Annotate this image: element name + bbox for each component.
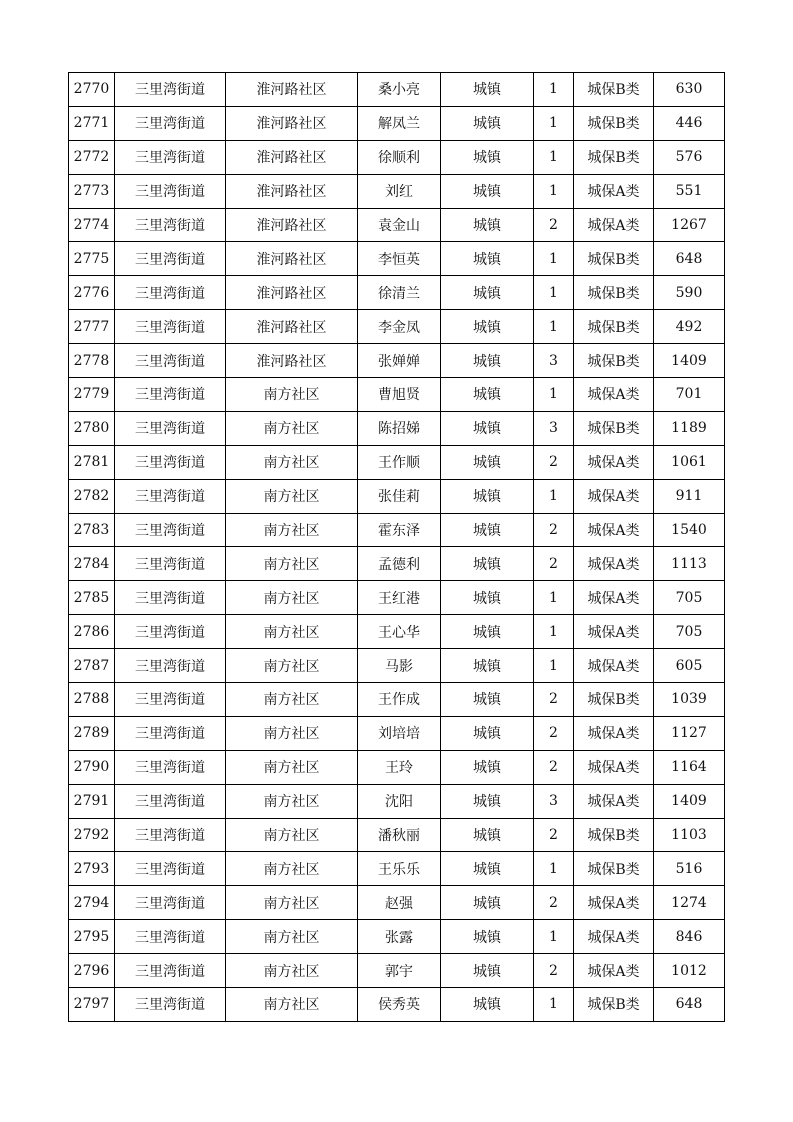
category-cell: 城保B类 bbox=[574, 988, 654, 1022]
table-row bbox=[69, 818, 725, 852]
community-cell: 南方社区 bbox=[226, 818, 358, 852]
serial-number-cell: 2782 bbox=[69, 479, 115, 513]
subdistrict-cell: 三里湾街道 bbox=[115, 886, 226, 920]
community-cell: 南方社区 bbox=[226, 716, 358, 750]
subdistrict-cell: 三里湾街道 bbox=[115, 140, 226, 174]
name-cell: 李金凤 bbox=[358, 310, 441, 344]
community-cell: 淮河路社区 bbox=[226, 73, 358, 107]
category-cell: 城保B类 bbox=[574, 276, 654, 310]
subdistrict-cell: 三里湾街道 bbox=[115, 750, 226, 784]
category-cell: 城保B类 bbox=[574, 818, 654, 852]
name-cell: 王作顺 bbox=[358, 445, 441, 479]
name-cell: 陈招娣 bbox=[358, 411, 441, 445]
name-cell: 马影 bbox=[358, 649, 441, 683]
serial-number-cell: 2783 bbox=[69, 513, 115, 547]
category-cell: 城保B类 bbox=[574, 106, 654, 140]
subdistrict-cell: 三里湾街道 bbox=[115, 479, 226, 513]
member-count-cell: 2 bbox=[534, 547, 574, 581]
serial-number-cell: 2773 bbox=[69, 174, 115, 208]
name-cell: 王心华 bbox=[358, 615, 441, 649]
subdistrict-cell: 三里湾街道 bbox=[115, 73, 226, 107]
serial-number-cell: 2797 bbox=[69, 988, 115, 1022]
serial-number-cell: 2774 bbox=[69, 208, 115, 242]
household-type-cell: 城镇 bbox=[441, 242, 534, 276]
serial-number-cell: 2795 bbox=[69, 920, 115, 954]
community-cell: 南方社区 bbox=[226, 547, 358, 581]
community-cell: 南方社区 bbox=[226, 920, 358, 954]
serial-number-cell: 2792 bbox=[69, 818, 115, 852]
household-type-cell: 城镇 bbox=[441, 581, 534, 615]
subdistrict-cell: 三里湾街道 bbox=[115, 344, 226, 378]
subdistrict-cell: 三里湾街道 bbox=[115, 411, 226, 445]
table-row bbox=[69, 208, 725, 242]
subdistrict-cell: 三里湾街道 bbox=[115, 445, 226, 479]
subdistrict-cell: 三里湾街道 bbox=[115, 716, 226, 750]
name-cell: 刘培培 bbox=[358, 716, 441, 750]
amount-cell: 911 bbox=[654, 479, 725, 513]
household-type-cell: 城镇 bbox=[441, 683, 534, 717]
table-row bbox=[69, 852, 725, 886]
name-cell: 王玲 bbox=[358, 750, 441, 784]
member-count-cell: 1 bbox=[534, 310, 574, 344]
amount-cell: 551 bbox=[654, 174, 725, 208]
amount-cell: 1409 bbox=[654, 784, 725, 818]
category-cell: 城保A类 bbox=[574, 513, 654, 547]
category-cell: 城保A类 bbox=[574, 378, 654, 412]
household-type-cell: 城镇 bbox=[441, 140, 534, 174]
subdistrict-cell: 三里湾街道 bbox=[115, 276, 226, 310]
community-cell: 南方社区 bbox=[226, 581, 358, 615]
member-count-cell: 2 bbox=[534, 954, 574, 988]
category-cell: 城保B类 bbox=[574, 73, 654, 107]
serial-number-cell: 2790 bbox=[69, 750, 115, 784]
household-type-cell: 城镇 bbox=[441, 276, 534, 310]
table-row bbox=[69, 479, 725, 513]
subdistrict-cell: 三里湾街道 bbox=[115, 581, 226, 615]
community-cell: 淮河路社区 bbox=[226, 242, 358, 276]
name-cell: 潘秋丽 bbox=[358, 818, 441, 852]
name-cell: 张婵婵 bbox=[358, 344, 441, 378]
serial-number-cell: 2789 bbox=[69, 716, 115, 750]
amount-cell: 630 bbox=[654, 73, 725, 107]
member-count-cell: 1 bbox=[534, 649, 574, 683]
member-count-cell: 1 bbox=[534, 988, 574, 1022]
serial-number-cell: 2781 bbox=[69, 445, 115, 479]
category-cell: 城保A类 bbox=[574, 547, 654, 581]
household-type-cell: 城镇 bbox=[441, 784, 534, 818]
serial-number-cell: 2778 bbox=[69, 344, 115, 378]
amount-cell: 590 bbox=[654, 276, 725, 310]
community-cell: 南方社区 bbox=[226, 378, 358, 412]
household-type-cell: 城镇 bbox=[441, 852, 534, 886]
member-count-cell: 3 bbox=[534, 411, 574, 445]
amount-cell: 1012 bbox=[654, 954, 725, 988]
member-count-cell: 1 bbox=[534, 615, 574, 649]
name-cell: 赵强 bbox=[358, 886, 441, 920]
subdistrict-cell: 三里湾街道 bbox=[115, 615, 226, 649]
community-cell: 淮河路社区 bbox=[226, 276, 358, 310]
serial-number-cell: 2779 bbox=[69, 378, 115, 412]
amount-cell: 705 bbox=[654, 581, 725, 615]
table-body bbox=[69, 73, 725, 1022]
member-count-cell: 2 bbox=[534, 683, 574, 717]
household-type-cell: 城镇 bbox=[441, 716, 534, 750]
subdistrict-cell: 三里湾街道 bbox=[115, 310, 226, 344]
serial-number-cell: 2776 bbox=[69, 276, 115, 310]
amount-cell: 1540 bbox=[654, 513, 725, 547]
serial-number-cell: 2787 bbox=[69, 649, 115, 683]
table-row bbox=[69, 886, 725, 920]
category-cell: 城保A类 bbox=[574, 920, 654, 954]
amount-cell: 1274 bbox=[654, 886, 725, 920]
member-count-cell: 2 bbox=[534, 208, 574, 242]
category-cell: 城保A类 bbox=[574, 954, 654, 988]
household-type-cell: 城镇 bbox=[441, 547, 534, 581]
name-cell: 曹旭贤 bbox=[358, 378, 441, 412]
table-row bbox=[69, 242, 725, 276]
household-type-cell: 城镇 bbox=[441, 649, 534, 683]
name-cell: 袁金山 bbox=[358, 208, 441, 242]
amount-cell: 846 bbox=[654, 920, 725, 954]
table-row bbox=[69, 344, 725, 378]
household-type-cell: 城镇 bbox=[441, 378, 534, 412]
subdistrict-cell: 三里湾街道 bbox=[115, 920, 226, 954]
serial-number-cell: 2793 bbox=[69, 852, 115, 886]
table-row bbox=[69, 988, 725, 1022]
amount-cell: 1164 bbox=[654, 750, 725, 784]
member-count-cell: 1 bbox=[534, 276, 574, 310]
amount-cell: 648 bbox=[654, 988, 725, 1022]
data-table bbox=[68, 72, 725, 1022]
community-cell: 南方社区 bbox=[226, 683, 358, 717]
category-cell: 城保A类 bbox=[574, 886, 654, 920]
household-type-cell: 城镇 bbox=[441, 818, 534, 852]
member-count-cell: 1 bbox=[534, 852, 574, 886]
table-row bbox=[69, 174, 725, 208]
table-row bbox=[69, 310, 725, 344]
category-cell: 城保A类 bbox=[574, 581, 654, 615]
category-cell: 城保A类 bbox=[574, 445, 654, 479]
household-type-cell: 城镇 bbox=[441, 344, 534, 378]
name-cell: 孟德利 bbox=[358, 547, 441, 581]
serial-number-cell: 2788 bbox=[69, 683, 115, 717]
table-row bbox=[69, 683, 725, 717]
subdistrict-cell: 三里湾街道 bbox=[115, 208, 226, 242]
table-row bbox=[69, 73, 725, 107]
member-count-cell: 1 bbox=[534, 174, 574, 208]
category-cell: 城保A类 bbox=[574, 716, 654, 750]
amount-cell: 1189 bbox=[654, 411, 725, 445]
member-count-cell: 1 bbox=[534, 106, 574, 140]
table-row bbox=[69, 649, 725, 683]
member-count-cell: 1 bbox=[534, 479, 574, 513]
category-cell: 城保B类 bbox=[574, 852, 654, 886]
amount-cell: 1113 bbox=[654, 547, 725, 581]
serial-number-cell: 2770 bbox=[69, 73, 115, 107]
name-cell: 王作成 bbox=[358, 683, 441, 717]
subdistrict-cell: 三里湾街道 bbox=[115, 513, 226, 547]
household-type-cell: 城镇 bbox=[441, 106, 534, 140]
member-count-cell: 1 bbox=[534, 140, 574, 174]
subdistrict-cell: 三里湾街道 bbox=[115, 106, 226, 140]
community-cell: 南方社区 bbox=[226, 479, 358, 513]
category-cell: 城保B类 bbox=[574, 140, 654, 174]
community-cell: 南方社区 bbox=[226, 852, 358, 886]
household-type-cell: 城镇 bbox=[441, 513, 534, 547]
name-cell: 解凤兰 bbox=[358, 106, 441, 140]
amount-cell: 1103 bbox=[654, 818, 725, 852]
community-cell: 南方社区 bbox=[226, 784, 358, 818]
name-cell: 张露 bbox=[358, 920, 441, 954]
household-type-cell: 城镇 bbox=[441, 479, 534, 513]
amount-cell: 446 bbox=[654, 106, 725, 140]
member-count-cell: 1 bbox=[534, 73, 574, 107]
category-cell: 城保A类 bbox=[574, 208, 654, 242]
amount-cell: 1127 bbox=[654, 716, 725, 750]
table-row bbox=[69, 513, 725, 547]
name-cell: 徐顺利 bbox=[358, 140, 441, 174]
category-cell: 城保B类 bbox=[574, 411, 654, 445]
category-cell: 城保A类 bbox=[574, 174, 654, 208]
community-cell: 淮河路社区 bbox=[226, 310, 358, 344]
member-count-cell: 1 bbox=[534, 378, 574, 412]
member-count-cell: 2 bbox=[534, 886, 574, 920]
member-count-cell: 2 bbox=[534, 716, 574, 750]
community-cell: 南方社区 bbox=[226, 988, 358, 1022]
table-row bbox=[69, 784, 725, 818]
serial-number-cell: 2784 bbox=[69, 547, 115, 581]
category-cell: 城保A类 bbox=[574, 479, 654, 513]
member-count-cell: 3 bbox=[534, 784, 574, 818]
subdistrict-cell: 三里湾街道 bbox=[115, 649, 226, 683]
table-row bbox=[69, 445, 725, 479]
amount-cell: 648 bbox=[654, 242, 725, 276]
household-type-cell: 城镇 bbox=[441, 411, 534, 445]
serial-number-cell: 2786 bbox=[69, 615, 115, 649]
name-cell: 刘红 bbox=[358, 174, 441, 208]
category-cell: 城保A类 bbox=[574, 784, 654, 818]
subdistrict-cell: 三里湾街道 bbox=[115, 852, 226, 886]
name-cell: 王乐乐 bbox=[358, 852, 441, 886]
name-cell: 侯秀英 bbox=[358, 988, 441, 1022]
member-count-cell: 3 bbox=[534, 344, 574, 378]
table-row bbox=[69, 581, 725, 615]
table-row bbox=[69, 547, 725, 581]
table-row bbox=[69, 276, 725, 310]
amount-cell: 1267 bbox=[654, 208, 725, 242]
name-cell: 张佳莉 bbox=[358, 479, 441, 513]
amount-cell: 516 bbox=[654, 852, 725, 886]
community-cell: 南方社区 bbox=[226, 513, 358, 547]
amount-cell: 1409 bbox=[654, 344, 725, 378]
household-type-cell: 城镇 bbox=[441, 988, 534, 1022]
serial-number-cell: 2775 bbox=[69, 242, 115, 276]
community-cell: 南方社区 bbox=[226, 954, 358, 988]
member-count-cell: 2 bbox=[534, 445, 574, 479]
category-cell: 城保B类 bbox=[574, 242, 654, 276]
household-type-cell: 城镇 bbox=[441, 920, 534, 954]
household-type-cell: 城镇 bbox=[441, 174, 534, 208]
serial-number-cell: 2796 bbox=[69, 954, 115, 988]
household-type-cell: 城镇 bbox=[441, 954, 534, 988]
community-cell: 南方社区 bbox=[226, 445, 358, 479]
table-row bbox=[69, 615, 725, 649]
amount-cell: 576 bbox=[654, 140, 725, 174]
community-cell: 淮河路社区 bbox=[226, 344, 358, 378]
community-cell: 淮河路社区 bbox=[226, 208, 358, 242]
name-cell: 桑小亮 bbox=[358, 73, 441, 107]
amount-cell: 701 bbox=[654, 378, 725, 412]
amount-cell: 1061 bbox=[654, 445, 725, 479]
table-row bbox=[69, 411, 725, 445]
subdistrict-cell: 三里湾街道 bbox=[115, 954, 226, 988]
name-cell: 徐清兰 bbox=[358, 276, 441, 310]
community-cell: 淮河路社区 bbox=[226, 106, 358, 140]
category-cell: 城保B类 bbox=[574, 344, 654, 378]
household-type-cell: 城镇 bbox=[441, 310, 534, 344]
serial-number-cell: 2780 bbox=[69, 411, 115, 445]
name-cell: 李恒英 bbox=[358, 242, 441, 276]
serial-number-cell: 2785 bbox=[69, 581, 115, 615]
name-cell: 郭宇 bbox=[358, 954, 441, 988]
subdistrict-cell: 三里湾街道 bbox=[115, 818, 226, 852]
serial-number-cell: 2794 bbox=[69, 886, 115, 920]
serial-number-cell: 2791 bbox=[69, 784, 115, 818]
subdistrict-cell: 三里湾街道 bbox=[115, 988, 226, 1022]
household-type-cell: 城镇 bbox=[441, 750, 534, 784]
member-count-cell: 1 bbox=[534, 581, 574, 615]
amount-cell: 492 bbox=[654, 310, 725, 344]
category-cell: 城保B类 bbox=[574, 683, 654, 717]
amount-cell: 705 bbox=[654, 615, 725, 649]
subdistrict-cell: 三里湾街道 bbox=[115, 242, 226, 276]
member-count-cell: 2 bbox=[534, 513, 574, 547]
amount-cell: 605 bbox=[654, 649, 725, 683]
community-cell: 南方社区 bbox=[226, 615, 358, 649]
serial-number-cell: 2772 bbox=[69, 140, 115, 174]
table-row bbox=[69, 378, 725, 412]
subdistrict-cell: 三里湾街道 bbox=[115, 784, 226, 818]
serial-number-cell: 2777 bbox=[69, 310, 115, 344]
community-cell: 淮河路社区 bbox=[226, 140, 358, 174]
household-type-cell: 城镇 bbox=[441, 615, 534, 649]
table-row bbox=[69, 716, 725, 750]
household-type-cell: 城镇 bbox=[441, 208, 534, 242]
subdistrict-cell: 三里湾街道 bbox=[115, 683, 226, 717]
subdistrict-cell: 三里湾街道 bbox=[115, 174, 226, 208]
table-row bbox=[69, 954, 725, 988]
name-cell: 霍东泽 bbox=[358, 513, 441, 547]
serial-number-cell: 2771 bbox=[69, 106, 115, 140]
community-cell: 淮河路社区 bbox=[226, 174, 358, 208]
community-cell: 南方社区 bbox=[226, 649, 358, 683]
household-type-cell: 城镇 bbox=[441, 445, 534, 479]
data-sheet bbox=[68, 72, 725, 1022]
subdistrict-cell: 三里湾街道 bbox=[115, 547, 226, 581]
member-count-cell: 2 bbox=[534, 818, 574, 852]
category-cell: 城保A类 bbox=[574, 750, 654, 784]
category-cell: 城保A类 bbox=[574, 649, 654, 683]
member-count-cell: 1 bbox=[534, 920, 574, 954]
community-cell: 南方社区 bbox=[226, 411, 358, 445]
member-count-cell: 2 bbox=[534, 750, 574, 784]
category-cell: 城保A类 bbox=[574, 615, 654, 649]
community-cell: 南方社区 bbox=[226, 886, 358, 920]
household-type-cell: 城镇 bbox=[441, 73, 534, 107]
table-row bbox=[69, 106, 725, 140]
table-row bbox=[69, 750, 725, 784]
table-row bbox=[69, 920, 725, 954]
subdistrict-cell: 三里湾街道 bbox=[115, 378, 226, 412]
name-cell: 沈阳 bbox=[358, 784, 441, 818]
category-cell: 城保B类 bbox=[574, 310, 654, 344]
table-row bbox=[69, 140, 725, 174]
member-count-cell: 1 bbox=[534, 242, 574, 276]
household-type-cell: 城镇 bbox=[441, 886, 534, 920]
amount-cell: 1039 bbox=[654, 683, 725, 717]
name-cell: 王红港 bbox=[358, 581, 441, 615]
community-cell: 南方社区 bbox=[226, 750, 358, 784]
